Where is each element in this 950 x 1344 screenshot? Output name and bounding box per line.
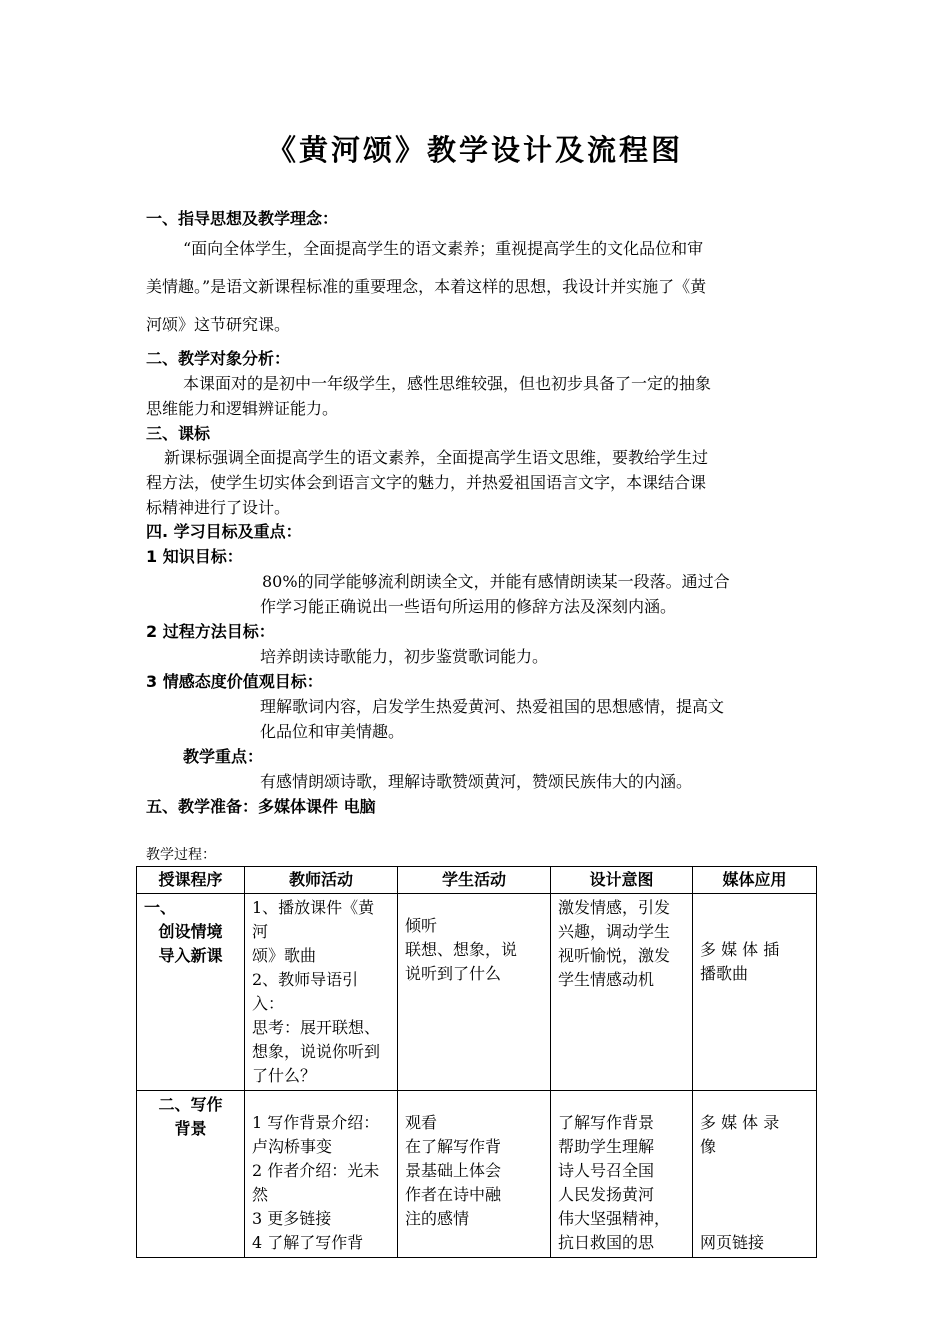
stage-line: 背景 [174, 1119, 207, 1138]
teacher-line: 颂》歌曲 [252, 946, 317, 965]
student-line: 观看 [405, 1113, 438, 1132]
goal1-line: 80%的同学能够流利朗读全文，并能有感情朗读某一段落。通过合 [262, 572, 730, 591]
media-line: 像 [700, 1137, 717, 1156]
stage-line: 创设情境 [158, 922, 223, 941]
teacher-line: 2、教师导语引入： [252, 970, 359, 1013]
process-label: 教学过程： [146, 847, 216, 863]
media-line: 多 媒 体 录 [700, 1113, 780, 1132]
section3-line: 新课标强调全面提高学生的语文素养，全面提高学生语文思维，要教给学生过 [164, 448, 709, 467]
intent-cell [551, 894, 693, 1091]
header-student: 学生活动 [398, 867, 551, 894]
table-row [137, 1091, 817, 1258]
section3-line: 标精神进行了设计。 [146, 498, 291, 517]
section3-line: 程方法，使学生切实体会到语言文字的魅力，并热爱祖国语言文字，本课结合课 [146, 473, 707, 492]
media-line [700, 1183, 809, 1207]
teacher-line: 1、播放课件《黄河 [252, 898, 375, 941]
teacher-line: 思考：展开联想、 [252, 1018, 381, 1037]
student-line: 作者在诗中融 [405, 1185, 502, 1204]
intent-line: 兴趣，调动学生 [558, 922, 671, 941]
teacher-cell [245, 1091, 398, 1258]
section1-line: “面向全体学生，全面提高学生的语文素养；重视提高学生的文化品位和审 [183, 239, 704, 258]
stage-cell [137, 894, 245, 1091]
section1-line: 河颂》这节研究课。 [146, 315, 291, 334]
intent-line: 激发情感，引发 [558, 898, 671, 917]
student-line: 注的感情 [405, 1209, 470, 1228]
student-cell [398, 894, 551, 1091]
intent-line: 学生情感动机 [558, 970, 655, 989]
header-teacher: 教师活动 [245, 867, 398, 894]
stage-line: 导入新课 [158, 946, 223, 965]
intent-line: 了解写作背景 [558, 1113, 655, 1132]
section3-heading: 三、课标 [146, 424, 211, 443]
student-line: 说听到了什么 [405, 964, 502, 983]
goal3-line: 理解歌词内容，启发学生热爱黄河、热爱祖国的思想感情，提高文 [260, 697, 725, 716]
teacher-line: 想象，说说你听到 [252, 1042, 381, 1061]
intent-line: 伟大坚强精神， [558, 1209, 671, 1228]
media-line [700, 1207, 809, 1231]
media-line: 网页链接 [700, 1233, 765, 1252]
intent-line: 诗人号召全国 [558, 1161, 655, 1180]
teacher-line: 2 作者介绍：光未 [252, 1161, 380, 1180]
section5-heading: 五、教学准备：多媒体课件 电脑 [146, 797, 376, 816]
intent-line: 帮助学生理解 [558, 1137, 655, 1156]
teacher-line: 1 写作背景介绍： [252, 1113, 380, 1132]
media-line [700, 1159, 809, 1183]
media-line: 多 媒 体 插 [700, 940, 780, 959]
student-line: 联想、想象，说 [405, 940, 518, 959]
intent-line: 视听愉悦，激发 [558, 946, 671, 965]
student-line: 在了解写作背 [405, 1137, 502, 1156]
goal2-heading: 2 过程方法目标： [146, 622, 275, 641]
teacher-line: 4 了解了写作背 [252, 1233, 364, 1252]
table-header-row [137, 867, 817, 894]
goal1-line: 作学习能正确说出一些语句所运用的修辞方法及深刻内涵。 [260, 597, 677, 616]
focus-line: 有感情朗颂诗歌，理解诗歌赞颂黄河，赞颂民族伟大的内涵。 [260, 772, 693, 791]
section1-line: 美情趣。”是语文新课程标准的重要理念，本着这样的思想，我设计并实施了《黄 [146, 277, 707, 296]
teacher-line: 3 更多链接 [252, 1209, 332, 1228]
header-intent: 设计意图 [551, 867, 693, 894]
section2-heading: 二、教学对象分析： [146, 349, 291, 368]
process-table [136, 866, 817, 1258]
teacher-line: 了什么？ [252, 1066, 317, 1085]
student-cell [398, 1091, 551, 1258]
intent-line: 抗日救国的思 [558, 1233, 655, 1252]
section4-heading: 四. 学习目标及重点： [146, 522, 302, 541]
intent-line: 人民发扬黄河 [558, 1185, 655, 1204]
table-row [137, 894, 817, 1091]
media-line: 播歌曲 [700, 964, 749, 983]
goal1-heading: 1 知识目标： [146, 547, 243, 566]
header-stage: 授课程序 [137, 867, 245, 894]
goal2-line: 培养朗读诗歌能力，初步鉴赏歌词能力。 [260, 647, 549, 666]
stage-line: 一、 [144, 898, 177, 917]
intent-cell [551, 1091, 693, 1258]
media-cell [693, 894, 817, 1091]
section1-heading: 一、指导思想及教学理念： [146, 209, 339, 228]
student-line: 景基础上体会 [405, 1161, 502, 1180]
document-title: 《黄河颂》教学设计及流程图 [266, 133, 683, 167]
section2-line: 思维能力和逻辑辨证能力。 [146, 399, 339, 418]
stage-cell [137, 1091, 245, 1258]
teacher-line: 然 [252, 1185, 269, 1204]
focus-heading: 教学重点： [183, 747, 264, 766]
teacher-line: 卢沟桥事变 [252, 1137, 333, 1156]
goal3-line: 化品位和审美情趣。 [260, 722, 405, 741]
goal3-heading: 3 情感态度价值观目标： [146, 672, 323, 691]
media-cell [693, 1091, 817, 1258]
header-media: 媒体应用 [693, 867, 817, 894]
stage-line: 二、写作 [158, 1095, 223, 1114]
teacher-cell [245, 894, 398, 1091]
section2-line: 本课面对的是初中一年级学生，感性思维较强，但也初步具备了一定的抽象 [183, 374, 712, 393]
student-line: 倾听 [405, 916, 438, 935]
